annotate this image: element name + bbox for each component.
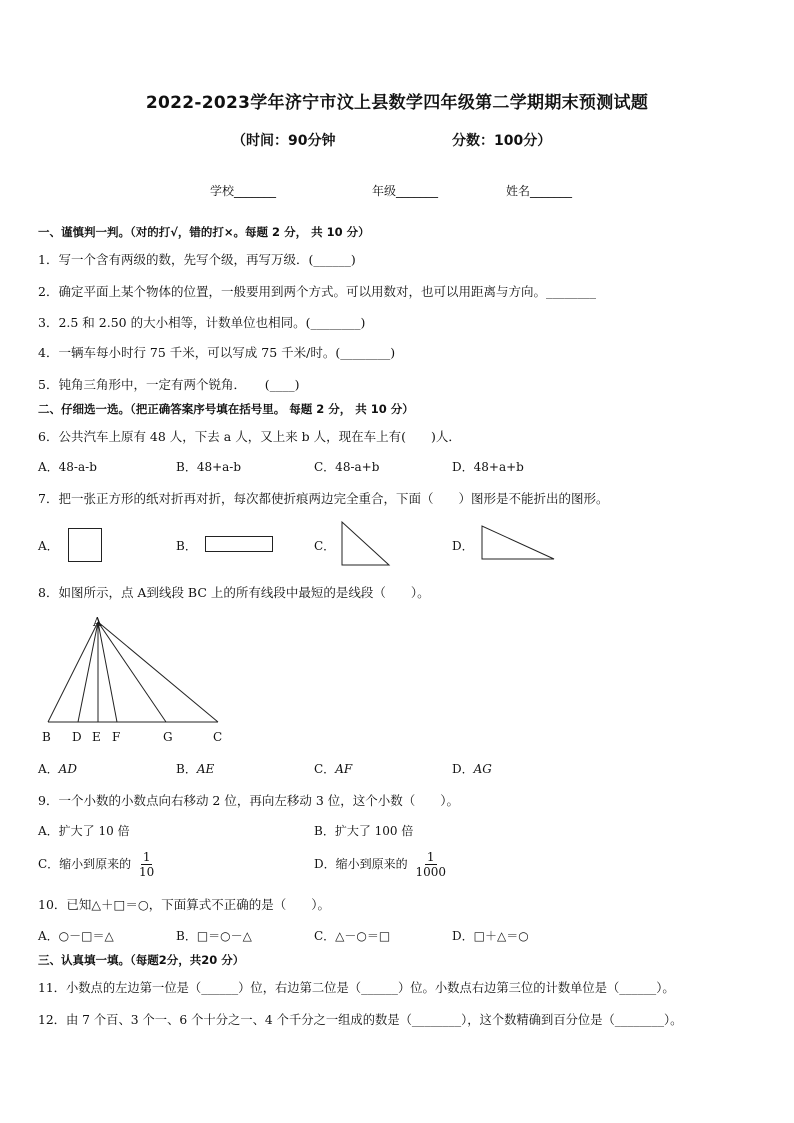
question-9: 9．一个小数的小数点向右移动 2 位，再向左移动 3 位，这个小数（ ）。 [38, 793, 460, 808]
question-10: 10．已知△＋□＝○，下面算式不正确的是（ ）。 [38, 897, 330, 912]
q9-option-a: A．扩大了 10 倍 [38, 824, 130, 838]
q10-option-c: C．△－○＝□ [314, 929, 391, 943]
right-isosceles-triangle-shape [340, 520, 392, 568]
q8-option-a-value: AD [58, 762, 77, 776]
rectangle-shape [205, 536, 273, 552]
question-3: 3．2.5 和 2.50 的大小相等，计数单位也相同。(________) [38, 315, 366, 330]
q8-option-c [314, 760, 352, 777]
q10-option-d: D．□＋△＝○ [452, 929, 529, 943]
q8-option-a-letter: A． [38, 762, 59, 776]
segment-ag [98, 622, 166, 722]
q6-option-c: C．48-a+b [314, 460, 380, 474]
label-b: B [42, 730, 51, 744]
q7-option-c: C． [314, 539, 336, 553]
q7-option-a: A． [38, 539, 59, 553]
q6-option-d: D．48+a+b [452, 460, 524, 474]
q10-option-b: B．□＝○－△ [176, 929, 252, 943]
segment-ad [78, 622, 98, 722]
label-c: C [213, 730, 223, 744]
q8-option-b [176, 760, 214, 777]
q8-option-b-letter: B． [176, 762, 197, 776]
q8-option-c-value: AF [335, 762, 353, 776]
q6-option-b: B．48+a-b [176, 460, 242, 474]
q8-option-d-letter: D． [452, 762, 474, 776]
q8-option-c-letter: C． [314, 762, 336, 776]
label-g: G [163, 730, 173, 744]
grade-field: 年级_______ [372, 184, 439, 198]
right-triangle-shape [478, 524, 558, 562]
question-12: 12．由 7 个百、3 个一、6 个十分之一、4 个千分之一组成的数是（________），这个数精确到百分位是（________）。 [38, 1013, 683, 1027]
school-field: 学校_______ [210, 184, 277, 198]
q6-option-a: A．48-a-b [38, 460, 97, 474]
fraction-1-10 [137, 850, 156, 879]
fraction-denominator: 10 [139, 865, 155, 879]
q8-option-d [452, 760, 492, 777]
question-4: 4．一辆车每小时行 75 千米，可以写成 75 千米/时。(________) [38, 345, 396, 360]
question-11: 11．小数点的左边第一位是（______）位，右边第二位是（______）位。小数点右边第三位的计数单位是（______）。 [38, 981, 675, 995]
q9-option-c-text: C．缩小到原来的 [38, 857, 132, 871]
section-2-heading: 二、仔细选一选。（把正确答案序号填在括号里。 每题 2 分， 共 10 分） [38, 402, 414, 416]
label-e: E [92, 730, 101, 744]
triangle-segments-figure [36, 610, 236, 746]
label-a: A [93, 615, 102, 629]
question-2: 2．确定平面上某个物体的位置，一般要用到两个方式。可以用数对，也可以用距离与方向。________ [38, 284, 596, 299]
fraction-numerator: 1 [142, 850, 151, 864]
question-7: 7．把一张正方形的纸对折再对折，每次都使折痕两边完全重合，下面（ ）图形是不能折出的图形。 [38, 491, 609, 506]
segment-ac [98, 622, 218, 722]
q8-option-b-value: AE [196, 762, 215, 776]
q7-option-b: B． [176, 539, 197, 553]
fraction-numerator: 1 [426, 850, 435, 864]
page-title: 2022-2023学年济宁市汶上县数学四年级第二学期期末预测试题 [145, 93, 649, 113]
fraction-1-1000 [413, 850, 448, 879]
q10-option-a: A．○－□＝△ [38, 929, 114, 943]
square-shape [68, 528, 102, 562]
q8-option-a [38, 760, 77, 777]
q9-option-d-text: D．缩小到原来的 [314, 857, 408, 871]
label-f: F [112, 730, 121, 744]
question-8: 8．如图所示，点 A到线段 BC 上的所有线段中最短的是线段（ ）。 [38, 585, 430, 600]
segment-af [98, 622, 117, 722]
fraction-denominator: 1000 [415, 865, 446, 879]
question-1: 1．写一个含有两级的数，先写个级，再写万级．(______) [38, 252, 356, 267]
segment-ab [48, 622, 98, 722]
q9-option-c [38, 850, 156, 879]
name-field: 姓名_______ [506, 184, 573, 198]
q7-option-d: D． [452, 539, 474, 553]
label-d: D [72, 730, 82, 744]
q9-option-d [314, 850, 448, 879]
exam-score: 分数：100分） [452, 133, 552, 149]
q8-option-d-value: AG [473, 762, 492, 776]
q9-option-b: B．扩大了 100 倍 [314, 824, 414, 838]
exam-time: （时间：90分钟 [232, 133, 336, 149]
section-3-heading: 三、认真填一填。（每题2分，共20 分） [38, 953, 245, 967]
section-1-heading: 一、谨慎判一判。（对的打√，错的打×。每题 2 分， 共 10 分） [38, 225, 370, 239]
question-6: 6．公共汽车上原有 48 人，下去 a 人，又上来 b 人，现在车上有( )人． [38, 429, 461, 444]
question-5: 5．钝角三角形中，一定有两个锐角． (____) [38, 377, 300, 392]
